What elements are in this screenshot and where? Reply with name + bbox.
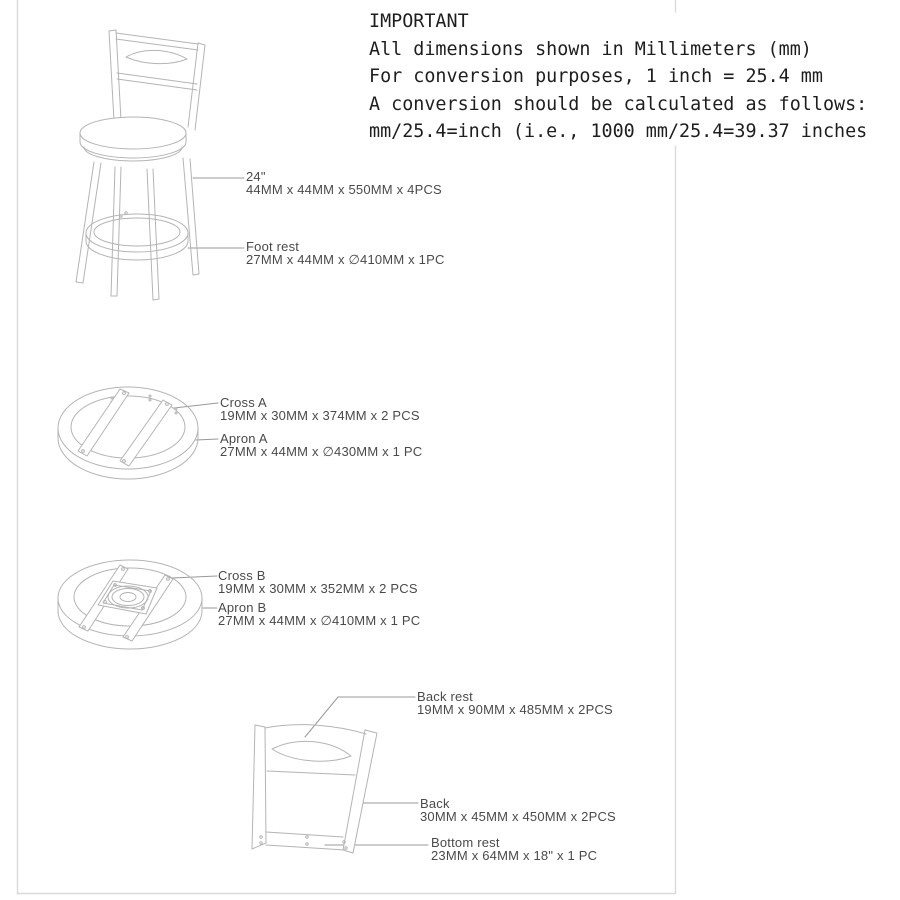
apron-b-drawing bbox=[58, 560, 202, 649]
stool-drawing bbox=[76, 30, 205, 300]
part-name: Cross B bbox=[218, 568, 266, 583]
part-label-bottom-rest bbox=[431, 836, 597, 863]
part-label-apron-b bbox=[218, 601, 420, 628]
part-dims: 19MM x 30MM x 352MM x 2 PCS bbox=[218, 581, 418, 597]
part-dims: 44MM x 44MM x 550MM x 4PCS bbox=[246, 182, 442, 198]
part-dims: 19MM x 30MM x 374MM x 2 PCS bbox=[220, 408, 420, 424]
part-name: 24" bbox=[246, 169, 266, 184]
part-name: Bottom rest bbox=[431, 835, 500, 850]
leader-lines bbox=[172, 178, 428, 845]
part-dims: 23MM x 64MM x 18" x 1 PC bbox=[431, 848, 598, 864]
part-name: Apron A bbox=[220, 431, 268, 446]
notice-line: mm/25.4=inch (i.e., 1000 mm/25.4=39.37 inches bbox=[369, 121, 868, 143]
part-label-foot-rest bbox=[246, 240, 445, 267]
part-name: Cross A bbox=[220, 395, 267, 410]
part-dims: 27MM x 44MM x ∅430MM x 1 PC bbox=[220, 444, 423, 460]
leader-cross-b bbox=[172, 576, 217, 578]
leader-back-rest bbox=[305, 697, 415, 737]
notice-line: For conversion purposes, 1 inch = 25.4 mm bbox=[369, 66, 823, 88]
part-label-cross-b bbox=[218, 569, 418, 596]
notice-line: A conversion should be calculated as follows: bbox=[369, 93, 868, 115]
part-label-cross-a bbox=[220, 396, 420, 423]
back-frame-drawing bbox=[252, 725, 377, 853]
part-name: Back bbox=[420, 796, 450, 811]
part-label-back-rest bbox=[417, 690, 613, 717]
part-dims: 30MM x 45MM x 450MM x 2PCS bbox=[420, 809, 616, 825]
conversion-notice bbox=[369, 8, 867, 146]
part-dims: 27MM x 44MM x ∅410MM x 1PC bbox=[246, 252, 445, 268]
notice-line: All dimensions shown in Millimeters (mm) bbox=[369, 38, 812, 60]
part-name: Foot rest bbox=[246, 239, 300, 254]
part-label-back bbox=[420, 797, 616, 824]
apron-a-drawing bbox=[58, 387, 198, 479]
part-label-apron-a bbox=[220, 432, 422, 459]
part-dims: 27MM x 44MM x ∅410MM x 1 PC bbox=[218, 613, 421, 629]
part-dims: 19MM x 90MM x 485MM x 2PCS bbox=[417, 702, 613, 718]
part-label-leg bbox=[246, 170, 442, 197]
leader-apron-a bbox=[196, 439, 218, 440]
part-name: Back rest bbox=[417, 689, 473, 704]
part-name: Apron B bbox=[218, 600, 267, 615]
leader-cross-a bbox=[174, 403, 218, 408]
notice-title: IMPORTANT bbox=[369, 11, 469, 32]
